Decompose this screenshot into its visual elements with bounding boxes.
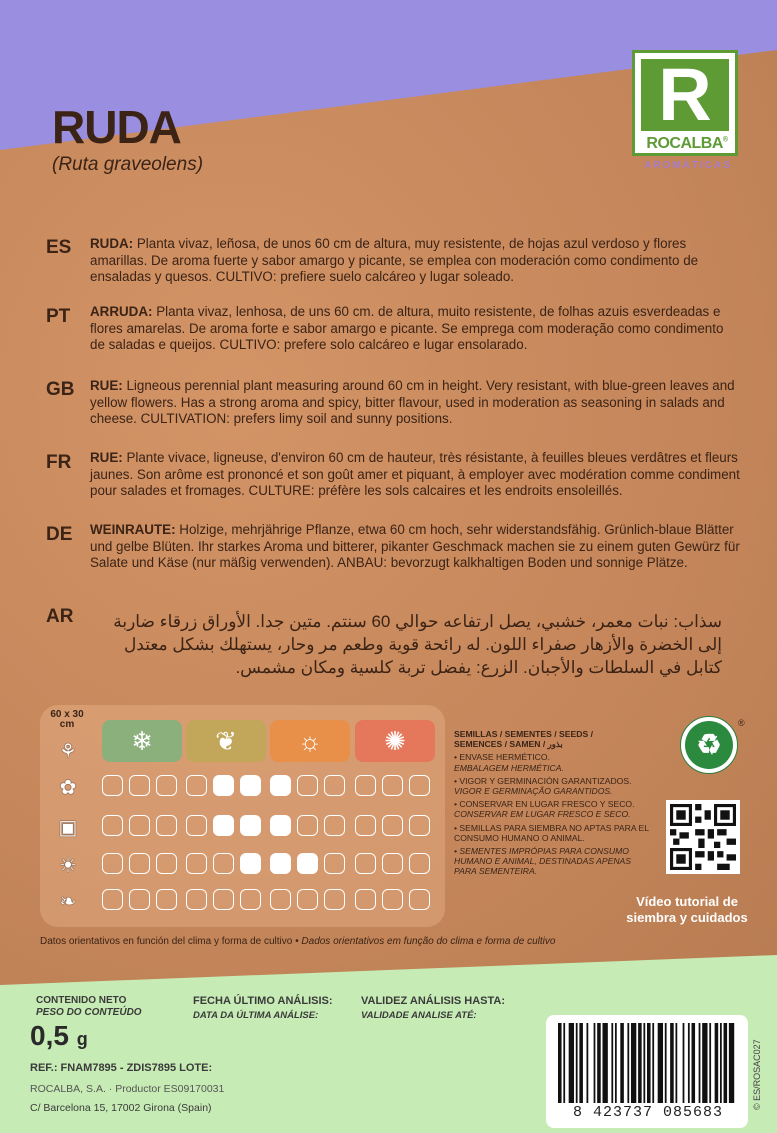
- calendar-cell: [129, 815, 150, 836]
- lang-code-fr: FR: [46, 452, 72, 473]
- net-content-label-pt: PESO DO CONTEÚDO: [36, 1007, 142, 1018]
- product-title: RUDA: [52, 101, 181, 153]
- calendar-cell: [102, 815, 123, 836]
- barcode-bar: [620, 1023, 624, 1103]
- barcode-bar: [558, 1023, 562, 1103]
- seedbed-icon: ▣: [58, 817, 78, 839]
- barcode-bar: [647, 1023, 651, 1103]
- lang-code-ar: AR: [46, 606, 74, 627]
- calendar-cell: [324, 853, 345, 874]
- barcode-bar: [627, 1023, 629, 1103]
- producer-address: C/ Barcelona 15, 17002 Girona (Spain): [30, 1102, 212, 1114]
- calendar-cell: [213, 815, 234, 836]
- calendar-cell: [156, 775, 177, 796]
- plant-spacing: 60 x 30 cm: [50, 709, 84, 730]
- description-ar: سذاب: نبات معمر، خشبي، يصل ارتفاعه حوالي 60 سنتم. متين جدا. الأوراق زرقاء ضاربة إلى الخضرة والأزهار صفراء اللون. له رائحة قوية وطعم مر وحار، يستهلك بشكل معتدل كتابل في السلطات والأجبان. الزرع: يفضل تربة كلسية ومكان مشمس.: [113, 612, 722, 677]
- barcode-bar: [615, 1023, 617, 1103]
- barcode-number: 8 423737 085683: [572, 1104, 724, 1121]
- calendar-cell: [102, 853, 123, 874]
- calendar-cell: [382, 815, 403, 836]
- season-spring-icon: ❦: [186, 720, 266, 762]
- barcode-bar: [683, 1023, 685, 1103]
- seeds-item-5: • SEMENTES IMPRÓPIAS PARA CONSUMO HUMANO E ANIMAL, DESTINADAS APENAS PARA SEMENTEIRA.: [454, 846, 632, 877]
- barcode-bar: [670, 1023, 674, 1103]
- video-tutorial-label: Vídeo tutorial de siembra y cuidados: [626, 894, 748, 925]
- green-dot-registered: ®: [738, 718, 745, 728]
- barcode-bar: [720, 1023, 722, 1103]
- calendar-cell: [382, 853, 403, 874]
- lang-code-pt: PT: [46, 306, 71, 327]
- barcode-bars: [558, 1023, 736, 1103]
- calendar-cell: [382, 775, 403, 796]
- calendar-cell: [355, 815, 376, 836]
- description-es: RUDA: Planta vivaz, leñosa, de unos 60 cm de altura, muy resistente, de hojas azul verdoso y flores amarillas. De aroma fuerte y sabor amargo y picante, se emplea con moderación como condimento de ensaladas y quesos. CULTIVO: prefiere suelo calcáreo y lugar soleado.: [90, 236, 699, 284]
- barcode-bar: [688, 1023, 690, 1103]
- net-content-label: CONTENIDO NETO: [36, 995, 127, 1006]
- barcode-bar: [702, 1023, 707, 1103]
- calendar-cell: [297, 853, 318, 874]
- calendar-cell: [297, 889, 318, 910]
- harvest-icon: ❧: [59, 891, 77, 913]
- barcode-bar: [692, 1023, 696, 1103]
- barcode-bar: [675, 1023, 677, 1103]
- calendar-cell: [382, 889, 403, 910]
- reference-lot: REF.: FNAM7895 - ZDIS7895 LOTE:: [30, 1062, 213, 1074]
- validity-label-pt: VALIDADE ANALISE ATÉ:: [361, 1010, 477, 1021]
- calendar-cell: [186, 775, 207, 796]
- barcode-bar: [724, 1023, 728, 1103]
- calendar-cell: [270, 775, 291, 796]
- net-content-value: 0,5 g: [30, 1020, 88, 1051]
- barcode-bar: [569, 1023, 574, 1103]
- calendar-cell: [186, 815, 207, 836]
- calendar-cell: [324, 889, 345, 910]
- analysis-date-label: FECHA ÚLTIMO ANÁLISIS:: [193, 995, 333, 1007]
- calendar-cell: [355, 889, 376, 910]
- description-pt: ARRUDA: Planta vivaz, lenhosa, de uns 60 cm. de altura, muito resistente, de folhas azuis esverdeadas e flores amarelas. De aroma forte e sabor amargo e picante. Se emprega com moderação como condimento de saladas e queijos. CULTIVO: prefere solo calcáreo e lugar ensolarado.: [90, 304, 724, 352]
- calendar-cell: [409, 775, 430, 796]
- qr-code-icon[interactable]: [666, 800, 740, 874]
- barcode-bar: [638, 1023, 642, 1103]
- season-autumn-icon: ✺: [355, 720, 435, 762]
- seeds-item-4: • SEMILLAS PARA SIEMBRA NO APTAS PARA EL CONSUMO HUMANO O ANIMAL.: [454, 822, 649, 843]
- calendar-cell: [156, 853, 177, 874]
- seeds-info: [454, 729, 654, 877]
- calendar-cell: [324, 815, 345, 836]
- barcode-bar: [665, 1023, 667, 1103]
- side-code: © ES/ROSAC027: [752, 1039, 762, 1110]
- seeds-item-1: • ENVASE HERMÉTICO. EMBALAGEM HERMÉTICA.: [454, 752, 564, 773]
- lang-code-de: DE: [46, 524, 73, 545]
- calendar-cell: [297, 775, 318, 796]
- calendar-cell: [129, 775, 150, 796]
- calendar-cell: [129, 853, 150, 874]
- calendar-cell: [270, 815, 291, 836]
- calendar-cell: [240, 775, 261, 796]
- calendar-cell: [240, 853, 261, 874]
- barcode-bar: [658, 1023, 663, 1103]
- lang-code-gb: GB: [46, 379, 75, 400]
- calendar-cell: [186, 889, 207, 910]
- calendar-cell: [240, 889, 261, 910]
- calendar-cell: [186, 853, 207, 874]
- seeds-item-2: • VIGOR Y GERMINACIÓN GARANTIZADOS. VIGOR E GERMINAÇÃO GARANTIDOS.: [454, 775, 632, 797]
- description-gb: RUE: Ligneous perennial plant measuring around 60 cm in height. Very resistant, with blue-green leaves and yellow flowers. Has a strong aroma and spicy, bitter flavour, used in moderation as seasoning in salads and cheese. CULTIVATION: prefers limy soil and sunny positions.: [90, 378, 735, 426]
- calendar-cell: [156, 889, 177, 910]
- seeds-header-2: SEMENCES / SAMEN / بذور: [454, 739, 563, 750]
- calendar-cell: [102, 889, 123, 910]
- barcode-bar: [563, 1023, 565, 1103]
- barcode-bar: [586, 1023, 588, 1103]
- calendar-cell: [156, 815, 177, 836]
- logo-letter: R: [641, 59, 729, 131]
- transplant-icon: ☀: [59, 855, 77, 877]
- calendar-cell: [409, 889, 430, 910]
- calendar-cell: [213, 853, 234, 874]
- logo-box: [632, 50, 738, 156]
- calendar-cell: [270, 889, 291, 910]
- season-winter-icon: ❄: [102, 720, 182, 762]
- green-dot-icon: ♻: [680, 716, 738, 774]
- barcode-bar: [652, 1023, 654, 1103]
- logo-name: ROCALBA®: [646, 135, 728, 152]
- barcode-bar: [603, 1023, 608, 1103]
- calendar-cell: [297, 815, 318, 836]
- plant-size-icon: ⚘: [59, 741, 77, 763]
- barcode-bar: [597, 1023, 601, 1103]
- barcode-bar: [709, 1023, 711, 1103]
- calendar-cell: [409, 853, 430, 874]
- season-summer-icon: ☼: [270, 720, 350, 762]
- barcode-bar: [576, 1023, 578, 1103]
- analysis-date-label-pt: DATA DA ÚLTIMA ANÁLISE:: [193, 1010, 319, 1021]
- rocalba-logo: [632, 50, 744, 171]
- calendar-cell: [409, 815, 430, 836]
- description-de: WEINRAUTE: Holzige, mehrjährige Pflanze, etwa 60 cm hoch, sehr widerstandsfähig. Grünlich-blaue Blätter und gelbe Blüten. Ihr starkes Aroma und bitterer, pikanter Geschmack machen sie zu einem guten Gewürz für Salate und Käse (nur mäßig verwenden). ANBAU: bevorzugt kalkhaltigen Boden und sonnige Plätze.: [90, 522, 740, 570]
- description-fr: RUE: Plante vivace, ligneuse, d'environ 60 cm de hauteur, très résistante, à feuilles bleues verdâtres et fleurs jaunes. Son arôme est prononcé et son goût amer et piquant, à employer avec modération comme condiment pour salades et fromages. CULTURE: préfère les sols calcaires et les endroits ensoleillés.: [90, 450, 740, 498]
- barcode-bar: [611, 1023, 613, 1103]
- logo-tagline: AROMÁTICAS: [644, 160, 732, 171]
- barcode-bar: [594, 1023, 596, 1103]
- barcode-bar: [729, 1023, 734, 1103]
- barcode-bar: [643, 1023, 645, 1103]
- barcode-bar: [631, 1023, 636, 1103]
- calendar-cell: [213, 775, 234, 796]
- calendar-cell: [324, 775, 345, 796]
- calendar-cell: [129, 889, 150, 910]
- barcode-bar: [699, 1023, 701, 1103]
- sowing-icon: ✿: [59, 777, 77, 799]
- lang-code-es: ES: [46, 237, 72, 258]
- orientation-note: Datos orientativos en función del clima y forma de cultivo • Dados orientativos em função do clima e forma de cultivo: [40, 936, 556, 947]
- producer-info: ROCALBA, S.A. · Productor ES09170031: [30, 1083, 225, 1095]
- calendar-cell: [240, 815, 261, 836]
- validity-label: VALIDEZ ANÁLISIS HASTA:: [361, 995, 506, 1007]
- calendar-cell: [213, 889, 234, 910]
- barcode: [546, 1015, 748, 1128]
- seeds-header-1: SEMILLAS / SEMENTES / SEEDS /: [454, 729, 593, 739]
- calendar-cell: [270, 853, 291, 874]
- product-scientific-name: (Ruta graveolens): [52, 154, 204, 175]
- calendar-cell: [102, 775, 123, 796]
- calendar-cell: [355, 853, 376, 874]
- barcode-bar: [579, 1023, 583, 1103]
- seeds-item-3: • CONSERVAR EN LUGAR FRESCO Y SECO. CONSERVAR EM LUGAR FRESCO E SECO.: [454, 799, 635, 820]
- calendar-cell: [355, 775, 376, 796]
- barcode-bar: [715, 1023, 719, 1103]
